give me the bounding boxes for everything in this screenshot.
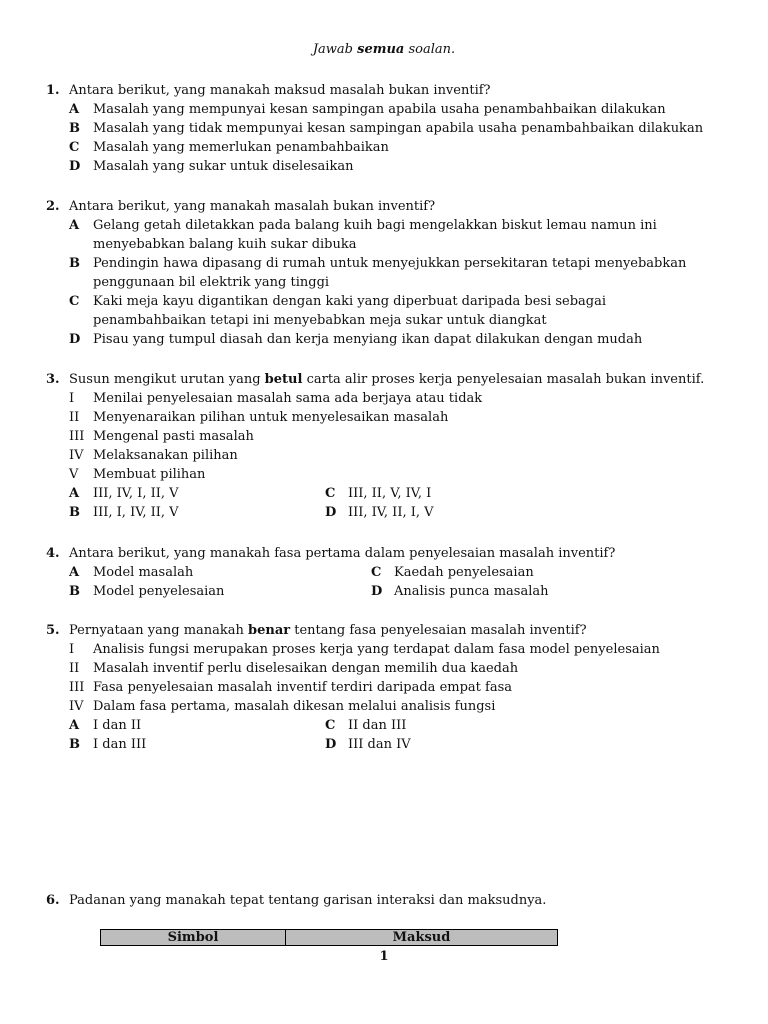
statement-ii: II Masalah inventif perlu diselesaikan dengan memilih dua kaedah bbox=[69, 661, 519, 676]
option-c[interactable]: C Kaki meja kayu digantikan dengan kaki yang diperbuat daripada besi sebagai penambahbaikan tetapi ini menyebabkan meja sukar untuk diangkat bbox=[69, 294, 607, 328]
question-1 bbox=[46, 81, 726, 176]
statement-ii: II Menyenaraikan pilihan untuk menyelesaikan masalah bbox=[69, 410, 449, 425]
question-number: 4. bbox=[46, 546, 60, 561]
statement-iii: III Mengenal pasti masalah bbox=[69, 429, 254, 444]
question-number: 3. bbox=[46, 372, 60, 387]
option-d[interactable]: D Pisau yang tumpul diasah dan kerja menyiang ikan dapat dilakukan dengan mudah bbox=[69, 332, 643, 347]
question-text: Padanan yang manakah tepat tentang garisan interaksi dan maksudnya. bbox=[69, 893, 547, 908]
column-header-symbol: Simbol bbox=[101, 930, 286, 945]
option-d[interactable]: D Masalah yang sukar untuk diselesaikan bbox=[69, 159, 354, 174]
question-text: Antara berikut, yang manakah maksud masalah bukan inventif? bbox=[69, 83, 491, 98]
question-text: Antara berikut, yang manakah fasa pertama dalam penyelesaian masalah inventif? bbox=[69, 546, 616, 561]
symbol-meaning-table-header bbox=[100, 929, 558, 946]
statement-v: V Membuat pilihan bbox=[69, 467, 206, 482]
option-a[interactable]: A Masalah yang mempunyai kesan sampingan apabila usaha penambahbaikan dilakukan bbox=[69, 102, 666, 117]
question-3: 3. Susun mengikut urutan yang betul carta alir proses kerja penyelesaian masalah bukan inventif. I Menilai penyelesaian masalah sama ada berjaya atau tidak II Menyenaraikan pilihan untuk menyelesaikan masalah III Mengenal pasti masalah IV Melaksanakan pilihan V Membuat pilihan A III, IV, I, II, V C III, II, V, IV, I B III, I, IV, II, V D III, IV, II, I, V bbox=[46, 370, 726, 522]
question-4: 4. Antara berikut, yang manakah fasa pertama dalam penyelesaian masalah inventif? A Model masalah C Kaedah penyelesaian B Model penyelesaian D Analisis punca masalah bbox=[46, 546, 616, 599]
option-c[interactable]: C Masalah yang memerlukan penambahbaikan bbox=[69, 140, 389, 155]
question-5: 5. Pernyataan yang manakah benar tentang fasa penyelesaian masalah inventif? I Analisis fungsi merupakan proses kerja yang terdapat dalam fasa model penyelesaian II Masalah inventif perlu diselesaikan dengan memilih dua kaedah III Fasa penyelesaian masalah inventif terdiri daripada empat fasa IV Dalam fasa pertama, masalah dikesan melalui analisis fungsi A I dan II C II dan III B I dan III D III dan IV bbox=[46, 621, 726, 754]
question-6 bbox=[46, 891, 726, 910]
statement-i: I Analisis fungsi merupakan proses kerja yang terdapat dalam fasa model penyelesaian bbox=[69, 642, 660, 657]
statement-iii: III Fasa penyelesaian masalah inventif terdiri daripada empat fasa bbox=[69, 680, 513, 695]
question-text: Pernyataan yang manakah benar tentang fasa penyelesaian masalah inventif? bbox=[69, 623, 587, 638]
header-text: Jawab bbox=[312, 42, 358, 57]
header-text-end: soalan. bbox=[404, 42, 456, 57]
statement-iv: IV Melaksanakan pilihan bbox=[69, 448, 238, 463]
statement-iv: IV Dalam fasa pertama, masalah dikesan melalui analisis fungsi bbox=[69, 699, 496, 714]
instruction-header bbox=[0, 42, 768, 57]
option-a[interactable]: A Gelang getah diletakkan pada balang kuih bagi mengelakkan biskut lemau namun ini menyebabkan balang kuih sukar dibuka bbox=[69, 218, 657, 252]
question-number: 2. bbox=[46, 199, 60, 214]
question-2 bbox=[46, 197, 726, 349]
question-number: 1. bbox=[46, 83, 60, 98]
column-header-meaning: Maksud bbox=[392, 930, 451, 945]
statement-i: I Menilai penyelesaian masalah sama ada berjaya atau tidak bbox=[69, 391, 483, 406]
question-number: 6. bbox=[46, 893, 60, 908]
question-number: 5. bbox=[46, 623, 60, 638]
page-number: 1 bbox=[379, 949, 389, 964]
option-b[interactable]: B Masalah yang tidak mempunyai kesan sampingan apabila usaha penambahbaikan dilakukan bbox=[69, 121, 704, 136]
header-bold: semua bbox=[357, 42, 405, 57]
option-b[interactable]: B Pendingin hawa dipasang di rumah untuk menyejukkan persekitaran tetapi menyebabkan penggunaan bil elektrik yang tinggi bbox=[69, 256, 687, 290]
question-text: Antara berikut, yang manakah masalah bukan inventif? bbox=[69, 199, 436, 214]
question-text: Susun mengikut urutan yang betul carta alir proses kerja penyelesaian masalah bukan inventif. bbox=[69, 372, 705, 387]
